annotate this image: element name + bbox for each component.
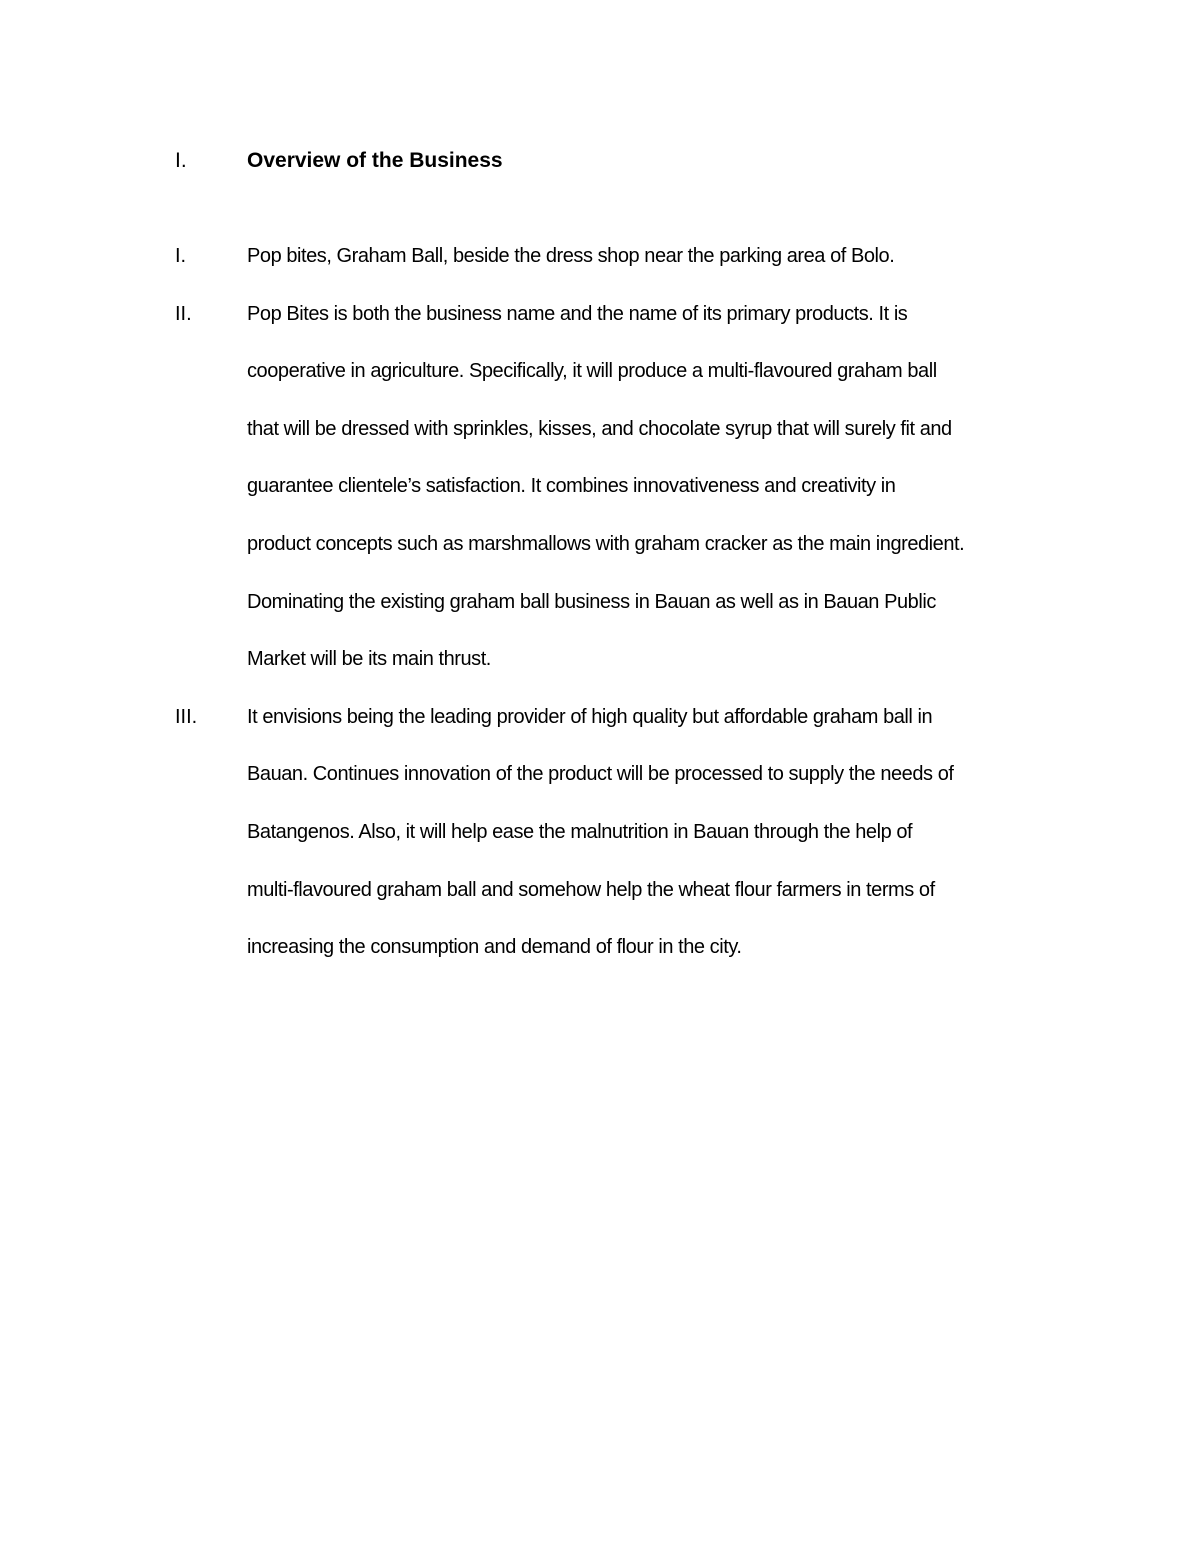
text-line: Bauan. Continues innovation of the product will be processed to supply the needs of [247,763,954,786]
text-line: that will be dressed with sprinkles, kisses, and chocolate syrup that will surely fit and [247,417,952,440]
numbered-list [175,228,1075,977]
text-line: guarantee clientele’s satisfaction. It combines innovativeness and creativity in [247,475,896,498]
text-line: Market will be its main thrust. [247,648,491,671]
text-line: Batangenos. Also, it will help ease the malnutrition in Bauan through the help of [247,820,913,843]
list-item [175,286,1075,689]
heading-title: Overview of the Business [247,149,503,172]
text-line: multi-flavoured graham ball and somehow help the wheat flour farmers in terms of [247,878,935,901]
list-item-text [247,689,1075,977]
text-line: increasing the consumption and demand of flour in the city. [247,936,742,959]
text-line: It envisions being the leading provider of high quality but affordable graham ball in [247,705,933,728]
heading-numeral: I. [175,149,187,172]
list-item-numeral: II. [175,302,192,325]
text-line: product concepts such as marshmallows with graham cracker as the main ingredient. [247,532,965,555]
text-line: Dominating the existing graham ball business in Bauan as well as in Bauan Public [247,590,936,613]
section-heading [175,146,1075,176]
list-item [175,228,1075,286]
list-item-numeral: I. [175,245,187,267]
list-item [175,689,1075,977]
list-item-text [247,228,1075,286]
text-line: Pop Bites is both the business name and the name of its primary products. It is [247,302,908,325]
text-line: Pop bites, Graham Ball, beside the dress shop near the parking area of Bolo. [247,245,895,267]
list-item-numeral: III. [175,705,198,728]
text-line: cooperative in agriculture. Specifically, it will produce a multi-flavoured graham ball [247,360,937,383]
list-item-text [247,286,1075,689]
